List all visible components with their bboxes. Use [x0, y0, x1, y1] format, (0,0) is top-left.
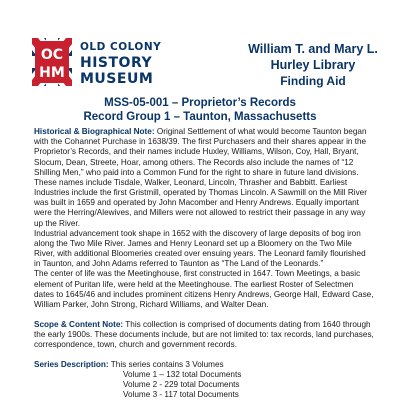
library-name-line-1: William T. and Mary L. [248, 42, 378, 56]
historical-note-paragraph-2: Industrial advancement took shape in 1652 with the discovery of large deposits of bog iron along the Two Mile River. James and Henry Leonard set up a Bloomery on the Two Mile River, with additional Bloomeries created over ensuing years. The Leonard family flourished in Taunton, and John Adams referred to Taunton as “The Land of the Leonards.” [34, 228, 366, 269]
scope-note-text: This collection is comprised of documents dating from 1640 through the early 1900s. These documents include, but are not limited to: tax records, land purchases, correspondence, town, church and government records. [34, 320, 374, 350]
logo-text-hm: HM [39, 65, 65, 81]
spacer [34, 351, 374, 360]
scope-note-paragraph [34, 320, 374, 351]
series-description-text: This series contains 3 Volumes [110, 359, 224, 369]
spacer [34, 310, 374, 320]
finding-aid-label: Finding Aid [280, 74, 346, 89]
scope-note-label: Scope & Content Note: [34, 320, 124, 330]
document-title [0, 97, 400, 125]
historical-note-paragraph-1 [34, 127, 374, 229]
museum-name-line-1: OLD COLONY [80, 41, 162, 53]
library-name-line-2: Hurley Library [270, 57, 356, 72]
historical-note-paragraph-3: The center of life was the Meetinghouse, first constructed in 1647. Town Meetings, a basic element of Puritan life, were held at the Meetinghouse. The earliest Roster of Selectmen dates to 1645/46 and includes prominent citizens Henry Andrews, George Hall, Edward Case, William Parker, John Strong, Richard Williams, and Walter Dean. [34, 269, 374, 309]
volume-item: Volume 2 - 229 total Documents [123, 379, 240, 389]
ochm-logo [32, 38, 72, 86]
logo-text-oc: OC [40, 47, 64, 63]
collection-id-title: MSS-05-001 – Proprietor’s Records [104, 97, 296, 109]
record-group-title: Record Group 1 – Taunton, Massachusetts [83, 110, 317, 123]
series-description-label: Series Description: [34, 359, 109, 369]
document-body [34, 127, 374, 400]
library-title [228, 42, 398, 89]
volume-item: Volume 3 - 117 total Documents [123, 390, 239, 400]
museum-name [80, 42, 220, 86]
historical-note-text-1: Original Settlement of what would become Taunton began with the Cohannet Purchase in 1638/39. The first Purchasers and their shares appear in the Proprietor’s Records, and their names include Huxley, Williams, Wilson, Coy, Hall, Bryant, Slocum, Dean, Streete, Hoar, among others. The Records also include the names of “12 Shilling Men,” who paid into a Common Fund for the right to share in future land divisions. These names include Tisdale, Walker, Leonard, Lincoln, Thrasher and Babbitt. Earliest Industries include the first Gristmill, operated by Thomas Lincoln. A Sawmill on the Mill River was built in 1659 and operated by John Macomber and Henry Andrews. Equally important were the Herring/Alewives, and Millers were not allowed to restrict their passage in any way up the River. [34, 127, 367, 228]
series-description-line [34, 360, 374, 370]
header [0, 0, 400, 92]
museum-name-line-3: MUSEUM [80, 70, 154, 87]
museum-name-line-2: HISTORY [80, 54, 153, 71]
volume-item: Volume 1 – 132 total Documents [123, 369, 242, 379]
historical-note-label: Historical & Biographical Note: [34, 127, 155, 136]
